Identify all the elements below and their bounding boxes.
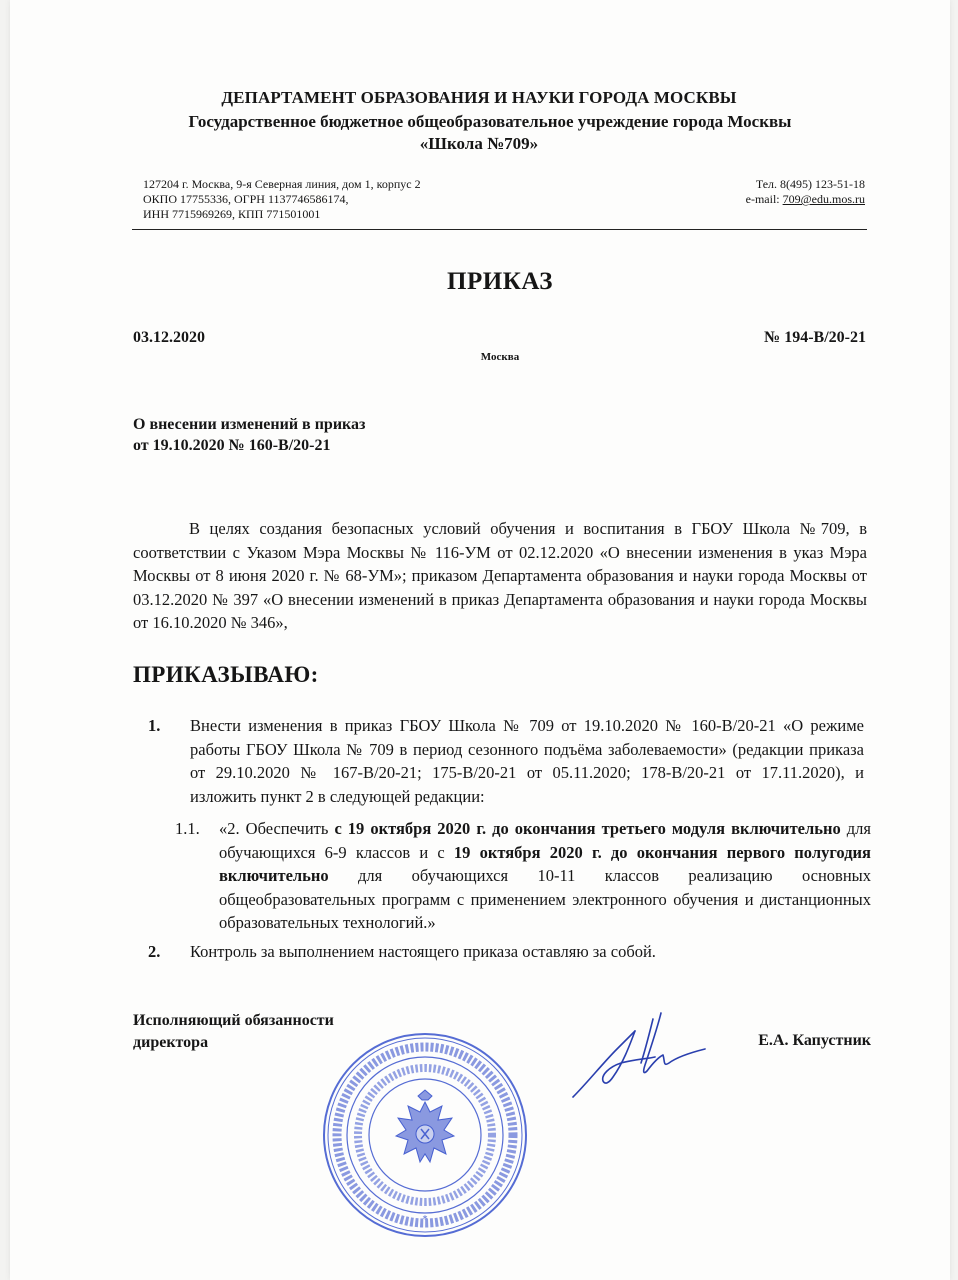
item-text: Контроль за выполнением настоящего приказа оставляю за собой.: [190, 942, 656, 961]
contacts-block: [746, 177, 865, 207]
order-number: № 194-В/20-21: [764, 329, 866, 346]
subject-line: О внесении изменений в приказ: [133, 416, 366, 433]
role-line: Исполняющий обязанности: [133, 1012, 334, 1029]
handwritten-signature: [565, 1005, 715, 1105]
email-link[interactable]: 709@edu.mos.ru: [782, 192, 865, 206]
school-short-name: «Школа №709»: [419, 134, 539, 153]
item-number: 2.: [148, 942, 161, 961]
subitem-text: [219, 817, 871, 935]
order-date: 03.12.2020: [133, 329, 205, 346]
subitem-number: 1.1.: [175, 819, 200, 838]
signatory-name: Е.А. Капустник: [758, 1032, 871, 1049]
address-line: 127204 г. Москва, 9-я Северная линия, дом 1, корпус 2: [143, 177, 421, 191]
email-label: e-mail:: [745, 192, 783, 206]
order-subject: [133, 414, 365, 456]
email-line: [746, 192, 865, 207]
signatory-role: [133, 1010, 334, 1054]
item-text: Внести изменения в приказ ГБОУ Школа № 709 от 19.10.2020 № 160-В/20-21 «О режиме работы ГБОУ Школа № 709 в период сезонного подъёма заболеваемости» (редакции приказа от 29.10.2020 № 167-В/20-21; 175-В/20-21 от 05.11.2020; 178-В/20-21 от 17.11.2020), и изложить пункт 2 в следующей редакции:: [190, 716, 864, 806]
phone-line: Тел. 8(495) 123-51-18: [755, 177, 865, 191]
preamble-text: В целях создания безопасных условий обучения и воспитания в ГБОУ Школа №709, в соответствии с Указом Мэра Москвы № 116-УМ от 02.12.2020 «О внесении изменения в указ Мэра Москвы от 8 июня 2020 г. № 68-УМ»; приказом Департамента образования и науки города Москвы от 03.12.2020 № 397 «О внесении изменений в приказ Департамента образования и науки города Москвы от 16.10.2020 № 346»,: [133, 519, 867, 632]
department-title: ДЕПАРТАМЕНТ ОБРАЗОВАНИЯ И НАУКИ ГОРОДА МОСКВЫ: [221, 88, 737, 107]
subitem-bold-text: с 19 октября 2020 г. до окончания третьего модуля включительно: [334, 819, 841, 838]
preamble-paragraph: [133, 517, 867, 635]
subitem-text-part: «2. Обеспечить: [219, 819, 335, 838]
tax-id-line: ИНН 7715969269, КПП 771501001: [143, 207, 321, 221]
header-divider: [132, 229, 867, 230]
official-seal: [320, 1030, 530, 1240]
subitem-text-part: для обучающихся 6-9 классов и с: [219, 819, 871, 862]
subitem-bold-text: 19 октября 2020 г. до окончания первого полугодия включительно: [219, 842, 871, 885]
svg-text:*: *: [422, 1214, 428, 1225]
order-city: Москва: [480, 351, 520, 363]
double-headed-eagle-icon: [396, 1090, 454, 1162]
school-full-name: Государственное бюджетное общеобразовательное учреждение города Москвы: [188, 112, 792, 131]
address-block: [143, 177, 421, 222]
subitem-text-part: для обучающихся 10-11 классов реализацию основных общеобразовательных программ с применением электронного обучения и дистанционных образовательных технологий.»: [219, 866, 871, 932]
subject-line: от 19.10.2020 № 160-В/20-21: [133, 437, 331, 454]
directive-heading: ПРИКАЗЫВАЮ:: [133, 662, 319, 687]
order-title: ПРИКАЗ: [447, 268, 553, 295]
item-number: 1.: [148, 716, 161, 735]
role-line: директора: [133, 1034, 209, 1051]
registration-line: ОКПО 17755336, ОГРН 1137746586174,: [143, 192, 349, 206]
